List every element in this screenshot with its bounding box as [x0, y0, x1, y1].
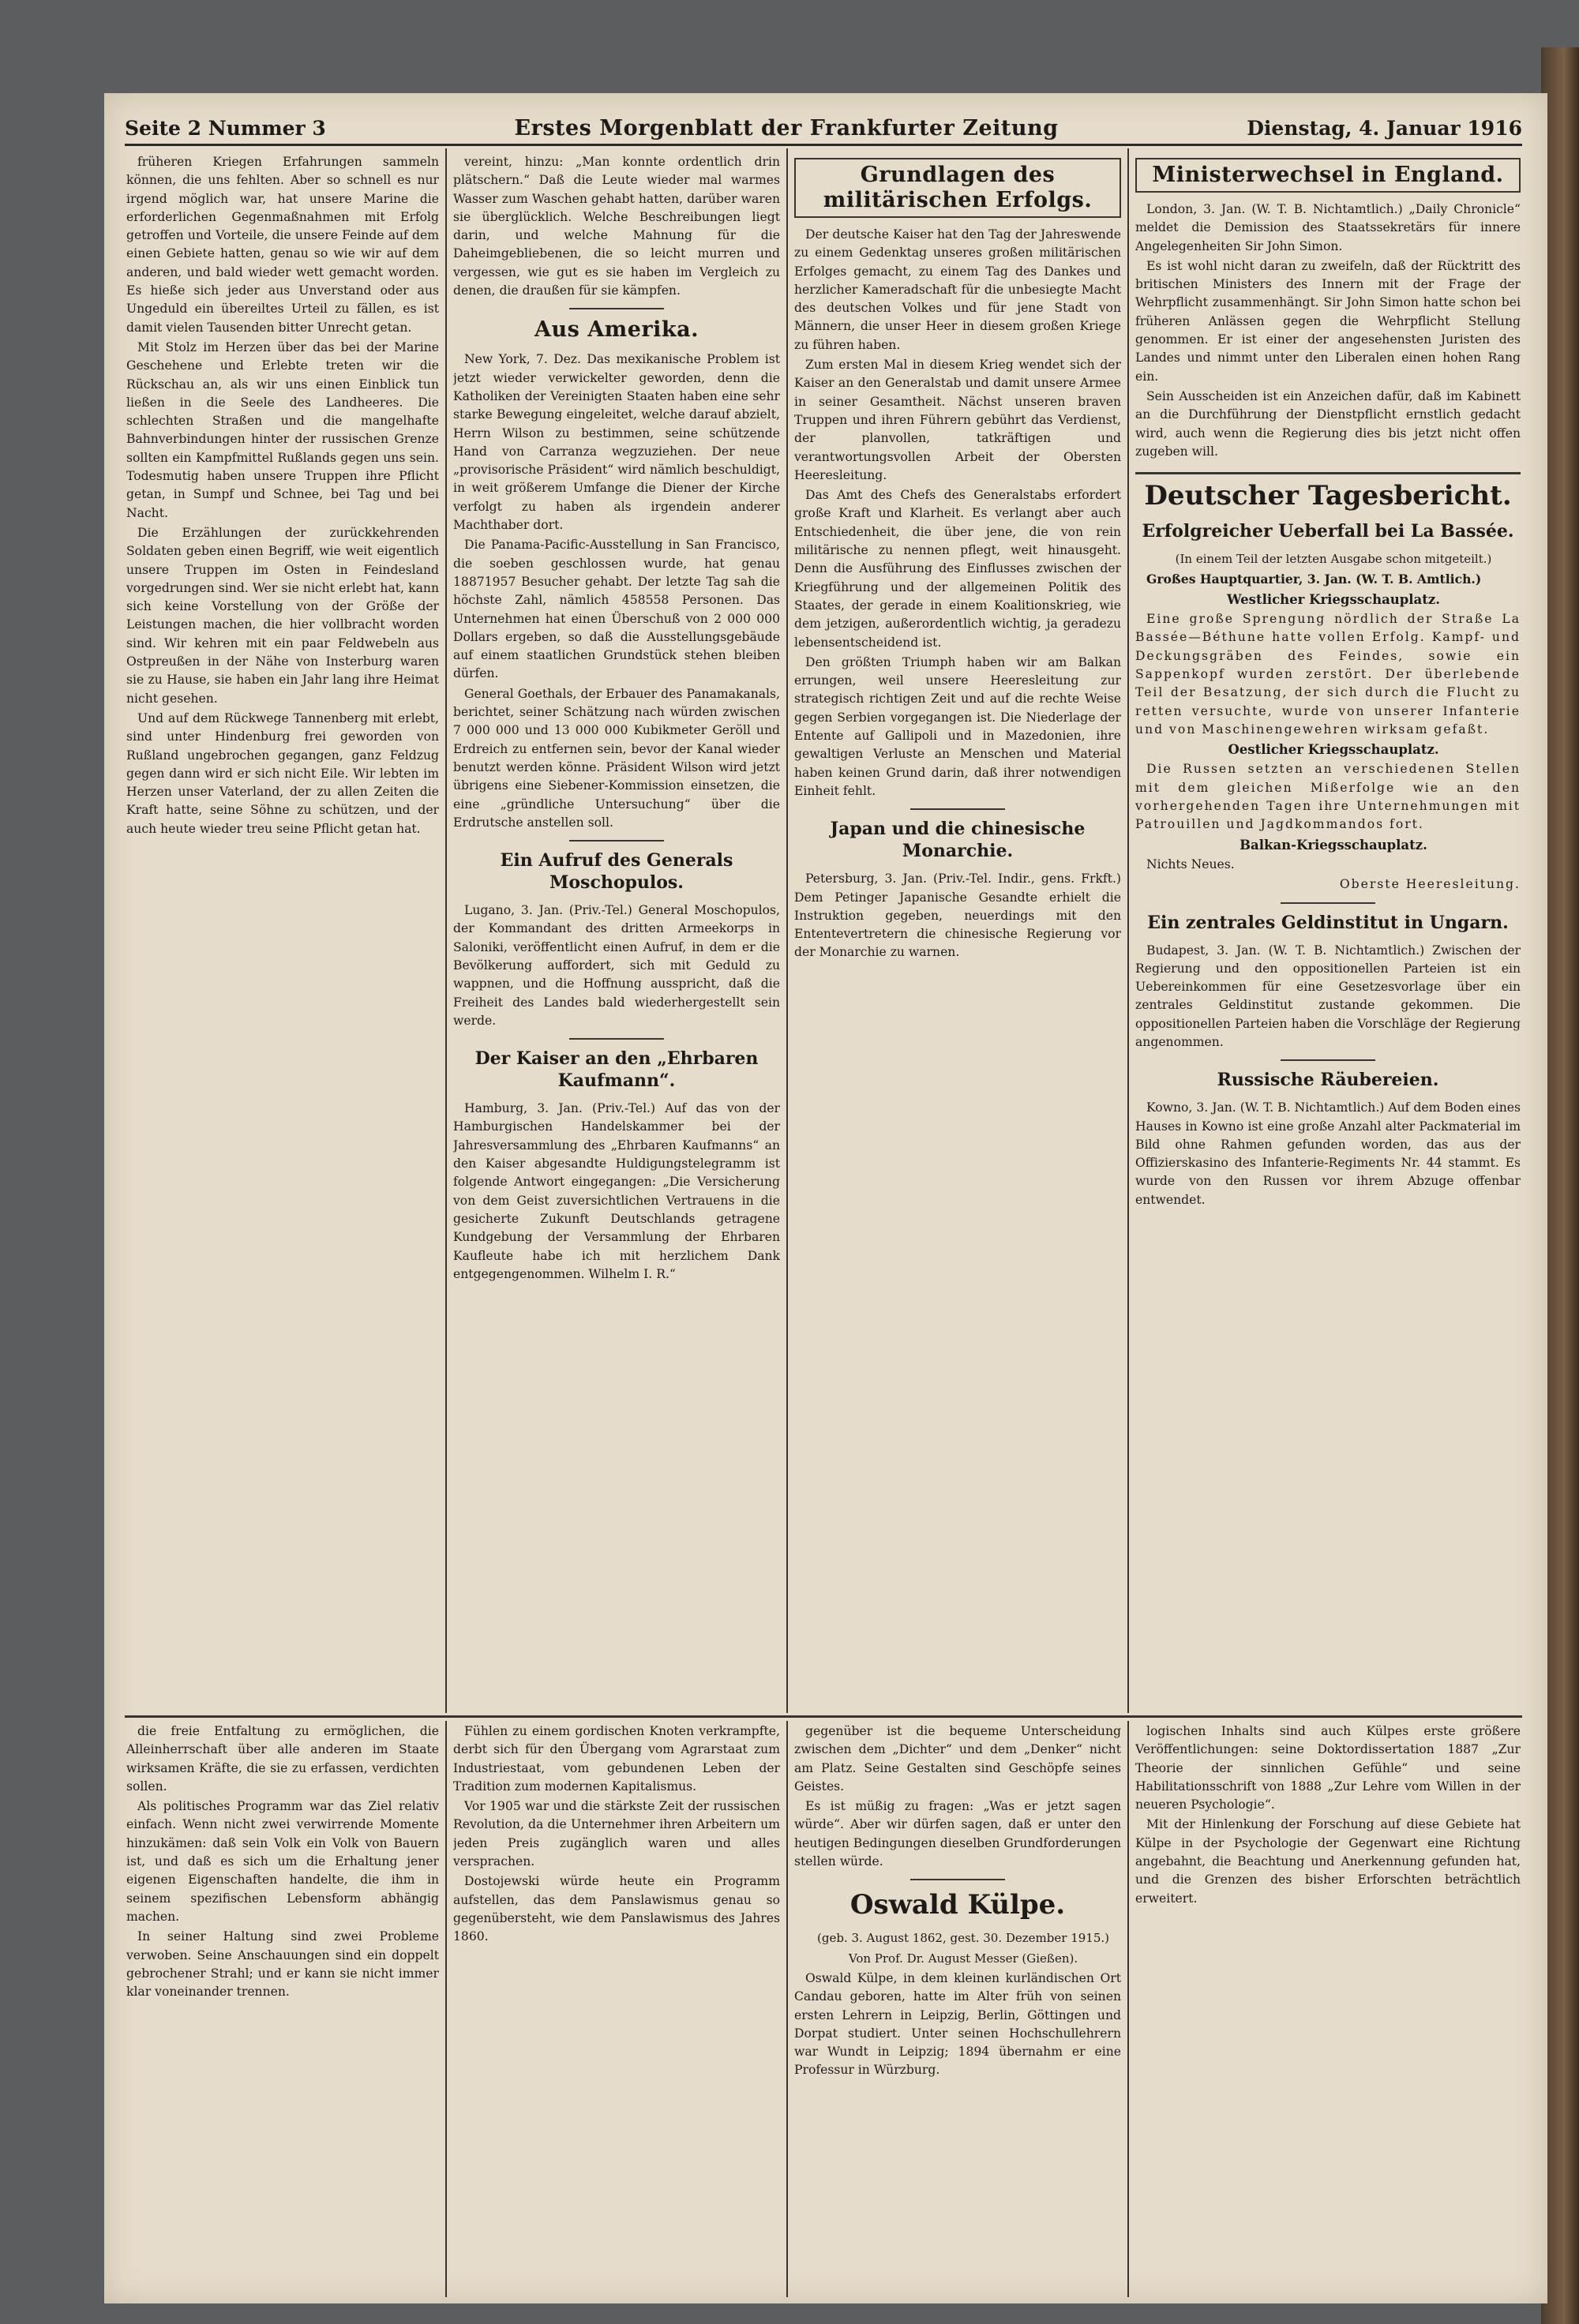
column-rule	[1127, 148, 1129, 1713]
column-2	[453, 153, 780, 1710]
paragraph: gegenüber ist die bequeme Unterscheidung zwischen dem „Dichter“ und dem „Denker“ nicht am Platz. Seine Gestalten sind Geschöpfe seines Geistes.	[794, 1724, 1121, 1794]
kuelpe-byline: Von Prof. Dr. August Messer (Gießen).	[848, 1951, 1078, 1966]
article-separator	[569, 308, 664, 309]
paragraph: Es ist müßig zu fragen: „Was er jetzt sagen würde“. Aber wir dürfen sagen, daß er unter den heutigen Bedingungen dieselben Grundforderungen stellen würde.	[794, 1799, 1121, 1869]
signature: Oberste Heeresleitung.	[1339, 877, 1521, 892]
paragraph: vereint, hinzu: „Man konnte ordentlich drin plätschern.“ Daß die Leute wieder mal warmes Wasser zum Waschen gehabt hatten, darüber waren sie überglücklich. Welche Beschreibungen liegt darin, und welche Mahnung für die Daheimgebliebenen, die so leicht murren und vergessen, wie gut es sie haben im Vergleich zu denen, die draußen für sie kämpfen.	[453, 155, 780, 298]
paragraph: Fühlen zu einem gordischen Knoten verkrampfte, derbt sich für den Übergang vom Agrarstaat zum Industriestaat, vom gebundenen Leben der Tradition zum modernen Kapitalismus.	[453, 1724, 780, 1794]
paragraph: Der deutsche Kaiser hat den Tag der Jahreswende zu einem Gedenktag unseres großen militärischen Erfolges gemacht, zu einem Tag des Dankes und herzlicher Kameradschaft für die unbesiegte Macht des deutschen Volkes und für jene Stadt von Männern, die unser Heer in diesem großen Kriege zu führen haben.	[794, 227, 1121, 352]
article-separator	[1281, 902, 1375, 904]
paragraph: früheren Kriegen Erfahrungen sammeln können, die uns fehlten. Aber so schnell es nur irgend möglich war, hat unsere Marine die erforderlichen Gegenmaßnahmen mit Erfolg getroffen und Vorteile, die unsere Feinde auf dem einen Gebiete hatten, genau so wie wir auf dem anderen, und bald wieder wett gemacht worden. Es hieße sich jeder aus Unverstand oder aus Ungeduld ein übereiltes Urteil zu fällen, es ist damit vielen Tausenden bitter Unrecht getan.	[126, 155, 439, 335]
paragraph: New York, 7. Dez. Das mexikanische Problem ist jetzt wieder verwickelter geworden, denn die Katholiken der Vereinigten Staaten haben eine sehr starke Bewegung eingeleitet, welche darauf abzielt, Herrn Wilson zu bestimmen, seine schützende Hand von Carranza wegzuziehen. Der neue „provisorische Präsident“ wird nämlich beschuldigt, in weit größerem Umfange die Diener der Kirche verfolgt zu haben als irgendein anderer Machthaber dort.	[453, 352, 780, 533]
paragraph: General Goethals, der Erbauer des Panamakanals, berichtet, seiner Schätzung nach würden zwischen 7 000 000 und 13 000 000 Kubikmeter Geröll und Erdreich zu entfernen sein, bevor der Kanal wieder benutzt werden könne. Präsident Wilson wird jetzt übrigens eine Siebener-Kommission einsetzen, die eine „gründliche Untersuchung“ über die Erdrutsche anstellen soll.	[453, 686, 780, 830]
page-number: Seite 2 Nummer 3	[125, 116, 326, 140]
column-3	[794, 153, 1121, 1710]
article-title-tagesbericht: Deutscher Tagesbericht.	[1144, 480, 1512, 512]
paragraph: Budapest, 3. Jan. (W. T. B. Nichtamtlich.) Zwischen der Regierung und den oppositionellen Parteien ist ein Uebereinkommen für eine Gesetzesvorlage über ein zentrales Geldinstitut zustande gekommen. Die oppositionellen Parteien haben die Vorschläge der Regierung angenommen.	[1135, 943, 1521, 1049]
article-title-kuelpe: Oswald Külpe.	[850, 1889, 1066, 1921]
paragraph: Lugano, 3. Jan. (Priv.-Tel.) General Moschopulos, der Kommandant des dritten Armeekorps in Saloniki, veröffentlicht einen Aufruf, in dem er die Bevölkerung auffordert, sich mit Geduld zu wappnen, und die Hoffnung ausspricht, daß die Freiheit des Landes bald wiederhergestellt sein werde.	[453, 903, 780, 1028]
article-title-amerika: Aus Amerika.	[534, 317, 699, 343]
paragraph: Und auf dem Rückwege Tannenberg mit erlebt, sind unter Hindenburg frei geworden von Rußland ungebrochen gegangen, ganz Feldzug gegen dann wird er sich nicht Eile. Wir lebten im Herzen unser Vaterland, der zu allen Zeiten die Kraft hatte, seine Söhne zu schützen, und der auch heute wieder treu seine Pflicht getan hat.	[126, 710, 439, 836]
article-separator	[569, 840, 664, 842]
column-rule	[786, 148, 788, 1713]
paragraph: Die Panama-Pacific-Ausstellung in San Francisco, die soeben geschlossen wurde, hat genau 18871957 Besucher gehabt. Der letzte Tag sah die höchste Zahl, nämlich 458558 Personen. Das Unternehmen hat einen Überschuß von 2 000 000 Dollars ergeben, so daß die Ausstellungsgebäude auf einem staatlichen Grundstück stehen bleiben dürfen.	[453, 538, 780, 681]
paragraph: die freie Entfaltung zu ermöglichen, die Alleinherrschaft über alle anderen im Staate wirksamen Kräfte, die sie zu erfassen, verdichten sollen.	[126, 1724, 439, 1794]
newspaper-page	[104, 93, 1547, 2303]
paragraph: Es ist wohl nicht daran zu zweifeln, daß der Rücktritt des britischen Ministers des Innern mit der Frage der Wehrpflicht zusammenhängt. Sir John Simon hatte schon bei früheren Anlässen gegen die Wehrpflicht Stellung genommen. Er ist einer der angesehensten Juristen des Landes und nimmt unter den Liberalen einen hohen Rang ein.	[1135, 258, 1521, 384]
column-rule	[445, 148, 447, 1713]
paragraph: Die Erzählungen der zurückkehrenden Soldaten geben einen Begriff, wie weit eigentlich unsere Truppen im Osten in Feindesland vorgedrungen sind. Wer sie nicht erlebt hat, kann sich keine Vorstellung von der Größe der Leistungen machen, die hier vollbracht worden sind. Wir kehren mit ein paar Feldwebeln aus Ostpreußen in der Nähe von Insterburg waren sie zu Hause, sie haben ein Jahr lang ihre Heimat nicht gesehen.	[126, 525, 439, 706]
paragraph: Das Amt des Chefs des Generalstabs erfordert große Kraft und Klarheit. Es verlangt aber auch Entschiedenheit, die über jene, die von rein militärische zu nennen pflegt, weit hinausgeht. Denn die Ausführung des Einflusses zwischen der Kriegführung und der allgemeinen Politik des Staates, der gerade in einem Koalitionskrieg, wie dem jetzigen, außerordentlich wichtig, ja geradezu lebensentscheidend ist.	[794, 488, 1121, 650]
article-title-moschopulos: Ein Aufruf des Generals Moschopulos.	[500, 850, 733, 894]
west-heading: Westlicher Kriegsschauplatz.	[1227, 591, 1440, 607]
column-rule	[786, 1721, 788, 2297]
paragraph: Mit der Hinlenkung der Forschung auf diese Gebiete hat Külpe in der Psychologie der Gegenwart eine Richtung angebahnt, die Beachtung und Anerkennung gefunden hat, und die Grenzen des bisher Erforschten beträchtlich erweitert.	[1135, 1817, 1521, 1906]
article-title-kaiser: Der Kaiser an den „Ehrbaren Kaufmann“.	[474, 1048, 759, 1092]
paragraph: Sein Ausscheiden ist ein Anzeichen dafür, daß im Kabinett an die Durchführung der Dienstpflicht ernstlich gedacht wird, auch wenn die Regierung dies bis jetzt nicht offen zugeben will.	[1135, 388, 1521, 459]
section-divider	[125, 1715, 1522, 1718]
lower-column-4	[1135, 1722, 1521, 2296]
tagesbericht-dateline: Großes Hauptquartier, 3. Jan. (W. T. B. Amtlich.)	[1146, 572, 1482, 587]
column-4	[1135, 153, 1521, 1710]
paragraph: London, 3. Jan. (W. T. B. Nichtamtlich.) „Daily Chronicle“ meldet die Demission des Staatssekretärs für innere Angelegenheiten Sir John Simon.	[1135, 202, 1521, 253]
paragraph: Den größten Triumph haben wir am Balkan errungen, weil unsere Heeresleitung zur strategisch richtigen Zeit und auf die rechte Weise gegen Serbien vorgegangen ist. Die Niederlage der Entente auf Gallipoli und in Mazedonien, ihre gewaltigen Verluste an Menschen und Material haben keinen Grund darin, daß ihrer notwendigen Einheit fehlt.	[794, 654, 1121, 798]
page-header	[125, 112, 1522, 146]
tagesbericht-subtitle: Erfolgreicher Ueberfall bei La Bassée.	[1142, 521, 1514, 542]
paragraph: Mit Stolz im Herzen über das bei der Marine Geschehene und Erlebte treten wir die Rückschau an, als wir uns einen Einblick tun ließen in die Seele des Landheeres. Die schlechten Straßen und die mangelhafte Bahnverbindungen hinter der russischen Grenze sollten ein Kampfmittel Rußlands gegen uns sein. Todesmutig haben unsere Truppen ihre Pflicht getan, in Sumpf und Schnee, bei Tag und bei Nacht.	[126, 339, 439, 520]
article-title-geld: Ein zentrales Geldinstitut in Ungarn.	[1147, 912, 1509, 933]
paragraph: Eine große Sprengung nördlich der Straße La Bassée—Béthune hatte vollen Erfolg. Kampf- und Deckungsgräben des Feindes, sowie ein Sappenkopf wurden zerstört. Der überlebende Teil der Besatzung, der sich durch die Flucht zu retten versuchte, wurde von unserer Infanterie und von Maschinengewehren wirksam gefaßt.	[1135, 612, 1521, 737]
tagesbericht-note: (In einem Teil der letzten Ausgabe schon mitgeteilt.)	[1175, 552, 1492, 567]
balkan-heading: Balkan-Kriegsschauplatz.	[1240, 837, 1427, 853]
masthead: Erstes Morgenblatt der Frankfurter Zeitung	[514, 115, 1059, 141]
lower-column-2	[453, 1722, 780, 2296]
article-title-japan: Japan und die chinesische Monarchie.	[830, 819, 1086, 862]
paragraph: Oswald Külpe, in dem kleinen kurländischen Ort Candau geboren, hatte im Alter früh von seinen ersten Lehrern in Leipzig, Berlin, Göttingen und Dorpat studiert. Unter seinen Hochschullehrern war Wundt in Leipzig; 1894 übernahm er eine Professur in Würzburg.	[794, 1970, 1121, 2078]
paragraph: logischen Inhalts sind auch Külpes erste größere Veröffentlichungen: seine Doktordissertation 1887 „Zur Theorie der sinnlichen Gefühle“ und seine Habilitationsschrift von 1888 „Zur Lehre vom Willen in der neueren Psychologie“.	[1135, 1724, 1521, 1812]
kuelpe-dates: (geb. 3. August 1862, gest. 30. Dezember 1915.)	[817, 1931, 1109, 1946]
article-title-minister: Ministerwechsel in England.	[1135, 158, 1521, 193]
lower-column-1	[126, 1722, 439, 2296]
article-separator	[569, 1038, 664, 1040]
paragraph: Kowno, 3. Jan. (W. T. B. Nichtamtlich.) Auf dem Boden eines Hauses in Kowno ist eine große Anzahl alter Packmaterial im Bild ohne Rahmen gefunden worden, das aus der Offizierskasino des Infanterie-Regiments Nr. 44 stammt. Es wurde von den Russen vor ihrem Abzuge offenbar entwendet.	[1135, 1100, 1521, 1207]
article-separator	[910, 1879, 1005, 1880]
paragraph: Als politisches Programm war das Ziel relativ einfach. Wenn nicht zwei verwirrende Momente hinzukämen: daß sein Volk ein Volk von Bauern ist, und daß es sich um die Erhaltung jener eigenen Eigenschaften handelte, die ihm in seinem spezifischen Lebensform abhängig machen.	[126, 1799, 439, 1924]
paragraph: Vor 1905 war und die stärkste Zeit der russischen Revolution, da die Unternehmer ihren Arbeitern um jeden Preis zugänglich waren und alles versprachen.	[453, 1799, 780, 1869]
column-rule	[1127, 1721, 1129, 2297]
paragraph: Hamburg, 3. Jan. (Priv.-Tel.) Auf das von der Hamburgischen Handelskammer bei der Jahresversammlung des „Ehrbaren Kaufmanns“ an den Kaiser abgesandte Huldigungstelegramm ist folgende Antwort eingegangen: „Die Versicherung von dem Geist zuversichtlichen Vertrauens in die gesicherte Zukunft Deutschlands getragene Kundgebung der Versammlung der Ehrbaren Kaufleute habe ich mit herzlichem Dank entgegengenommen. Wilhelm I. R.“	[453, 1101, 780, 1281]
ost-heading: Oestlicher Kriegsschauplatz.	[1228, 742, 1439, 758]
article-separator	[910, 808, 1005, 810]
article-separator	[1135, 472, 1521, 474]
article-separator	[1281, 1059, 1375, 1061]
paragraph: Petersburg, 3. Jan. (Priv.-Tel. Indir., gens. Frkft.) Dem Petinger Japanische Gesandte erhielt die Instruktion gegeben, neuerdings mit den Ententevertretern die chinesische Regierung vor der Monarchie zu warnen.	[794, 872, 1121, 960]
paragraph: In seiner Haltung sind zwei Probleme verwoben. Seine Anschauungen sind ein doppelt gebrochener Strahl; und er kann sie nicht immer klar voneinander trennen.	[126, 1929, 439, 2000]
column-rule	[445, 1721, 447, 2297]
paragraph: Zum ersten Mal in diesem Krieg wendet sich der Kaiser an den Generalstab und damit unsere Armee in seiner Gesamtheit. Nächst unseren braven Truppen und ihren Führern gebührt das Verdienst, der planvollen, tatkräftigen und verantwortungsvollen Arbeit der Obersten Heeresleitung.	[794, 358, 1121, 482]
lower-column-3	[794, 1722, 1121, 2296]
paragraph: Dostojewski würde heute ein Programm aufstellen, das dem Panslawismus genau so gegenübersteht, wie dem Panslawismus des Jahres 1860.	[453, 1874, 780, 1944]
paragraph: Nichts Neues.	[1146, 857, 1235, 872]
issue-date: Dienstag, 4. Januar 1916	[1247, 116, 1522, 140]
article-title-grundlagen: Grundlagen des militärischen Erfolgs.	[794, 158, 1121, 218]
column-1	[126, 153, 439, 1710]
paragraph: Die Russen setzten an verschiedenen Stellen mit dem gleichen Mißerfolge wie an den vorhergehenden Tagen ihre Unternehmungen mit Patrouillen und Jagdkommandos fort.	[1135, 762, 1521, 832]
article-title-raeuber: Russische Räubereien.	[1217, 1070, 1439, 1091]
